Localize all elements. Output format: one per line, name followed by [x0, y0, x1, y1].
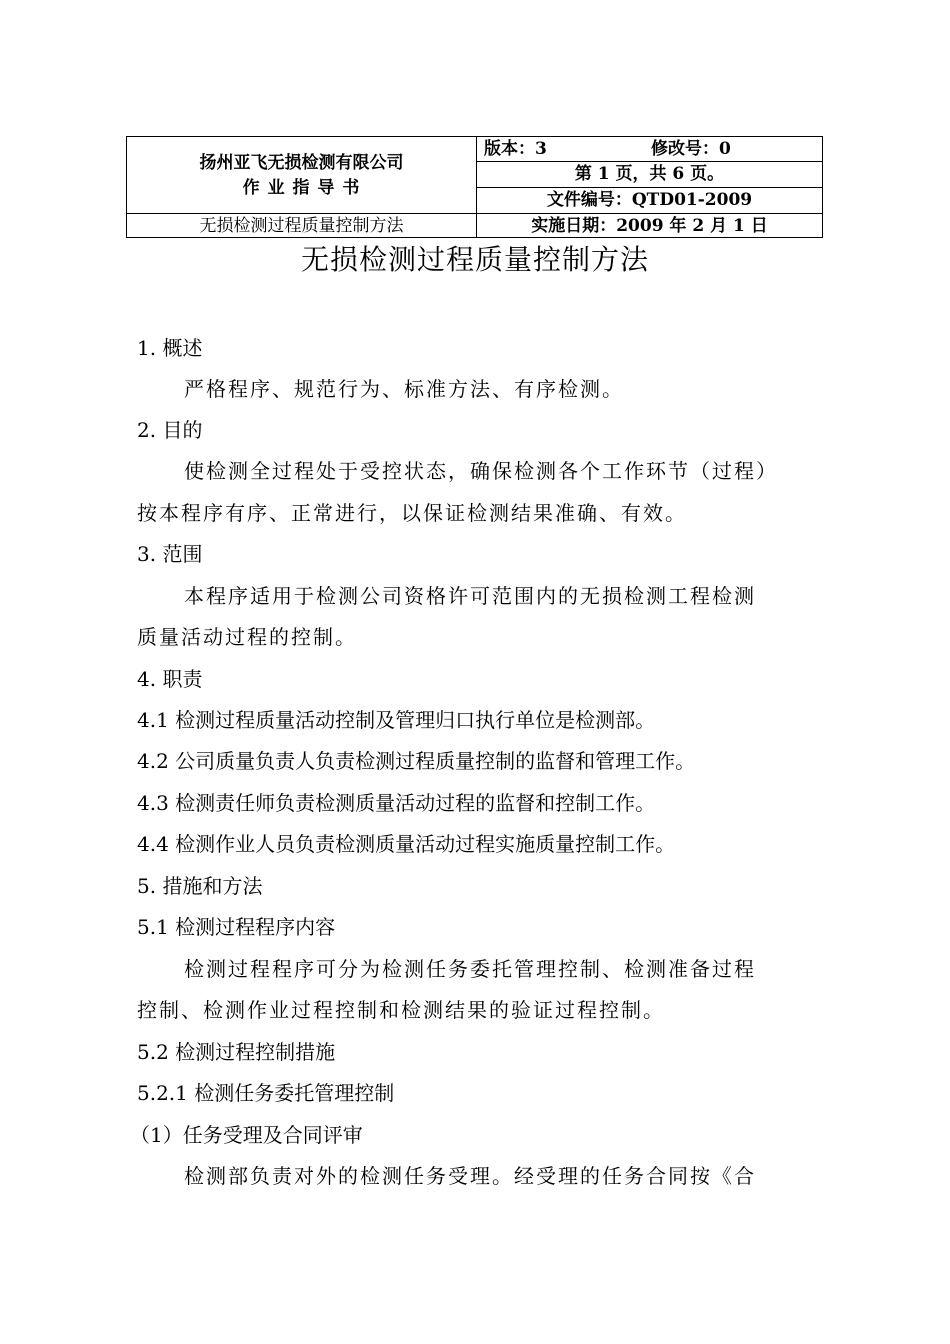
version-cell: 版本：3	[484, 139, 547, 159]
company-name: 扬州亚飞无损检测有限公司	[199, 153, 404, 173]
subsection-heading: 5.2 检测过程控制措施	[137, 1040, 336, 1064]
page-info-cell: 第 1 页，共 6 页。	[574, 164, 725, 184]
section-heading: 3. 范围	[137, 542, 203, 566]
header-table	[126, 136, 823, 238]
section-heading: 2. 目的	[137, 418, 203, 442]
paragraph-line: 本程序适用于检测公司资格许可范围内的无损检测工程检测	[184, 584, 756, 608]
table-divider	[127, 213, 822, 214]
subsection-heading: 5.1 检测过程程序内容	[137, 915, 336, 939]
paragraph-line: 控制、检测作业过程控制和检测结果的验证过程控制。	[137, 998, 665, 1022]
paragraph-line: 检测部负责对外的检测任务受理。经受理的任务合同按《合	[184, 1164, 756, 1188]
table-divider	[477, 187, 822, 188]
effective-date-cell: 实施日期：2009 年 2 月 1 日	[531, 216, 768, 236]
paragraph-line: 严格程序、规范行为、标准方法、有序检测。	[184, 377, 624, 401]
table-divider	[477, 161, 822, 162]
section-heading: 5. 措施和方法	[137, 874, 263, 898]
list-item: 4.2 公司质量负责人负责检测过程质量控制的监督和管理工作。	[137, 749, 696, 773]
list-item: 4.1 检测过程质量活动控制及管理归口执行单位是检测部。	[137, 708, 656, 732]
subject-cell: 无损检测过程质量控制方法	[199, 216, 404, 236]
paragraph-line: 质量活动过程的控制。	[137, 625, 357, 649]
paragraph-line: 检测过程程序可分为检测任务委托管理控制、检测准备过程	[184, 957, 756, 981]
section-heading: 4. 职责	[137, 667, 203, 691]
file-number-cell: 文件编号：QTD01-2009	[546, 190, 753, 210]
subsection-heading: 5.2.1 检测任务委托管理控制	[137, 1081, 395, 1105]
page-title: 无损检测过程质量控制方法	[300, 243, 649, 276]
revision-cell: 修改号：0	[651, 139, 731, 159]
paragraph-line: 按本程序有序、正常进行，以保证检测结果准确、有效。	[137, 501, 687, 525]
list-item: 4.3 检测责任师负责检测质量活动过程的监督和控制工作。	[137, 791, 656, 815]
section-heading: 1. 概述	[137, 336, 203, 360]
list-item: 4.4 检测作业人员负责检测质量活动过程实施质量控制工作。	[137, 832, 676, 856]
paragraph-line: 使检测全过程处于受控状态，确保检测各个工作环节（过程）	[184, 459, 778, 483]
item-heading: （1）任务受理及合同评审	[130, 1123, 363, 1147]
document-type: 作 业 指 导 书	[242, 178, 361, 198]
